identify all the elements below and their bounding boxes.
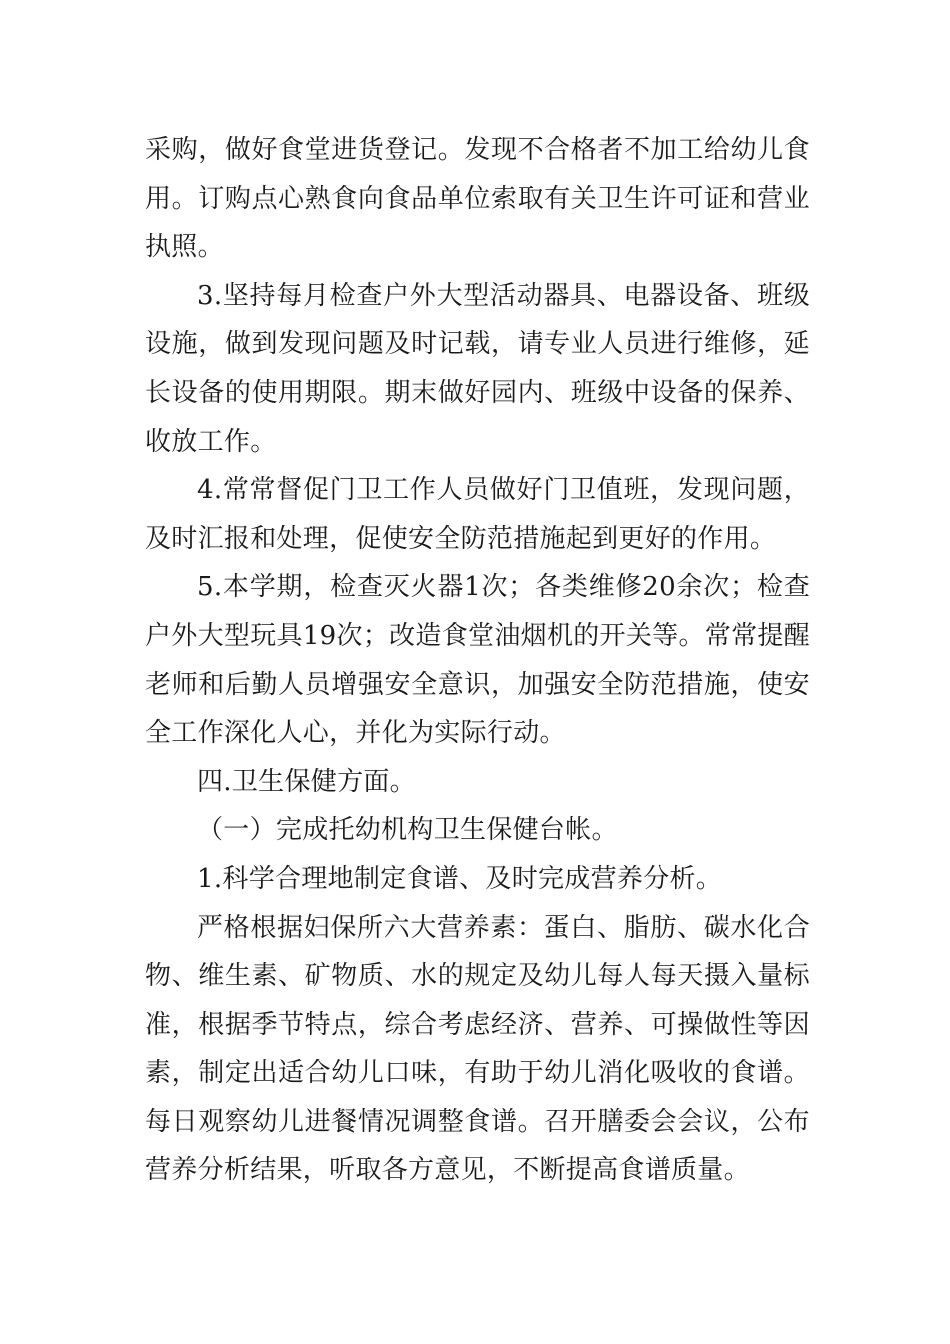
paragraph-item-4-guard-duty: 4.常常督促门卫工作人员做好门卫值班，发现问题，及时汇报和处理，促使安全防范措施起到更好的作用。	[145, 475, 810, 554]
paragraph-item-1-menu-planning: 1.科学合理地制定食谱、及时完成营养分析。	[197, 863, 723, 894]
subsection-heading-ledger: （一）完成托幼机构卫生保健台帐。	[197, 815, 618, 846]
document-body	[145, 126, 810, 1195]
paragraph-item-5-semester-summary: 5.本学期，检查灭火器1次；各类维修20余次；检查户外大型玩具19次；改造食堂油烟机的开关等。常常提醒老师和后勤人员增强安全意识，加强安全防范措施，使安全工作深化人心，并化为实际行动。	[145, 572, 810, 749]
paragraph-purchasing: 采购，做好食堂进货登记。发现不合格者不加工给幼儿食用。订购点心熟食向食品单位索取有关卫生许可证和营业执照。	[145, 135, 810, 263]
paragraph-nutrition-details: 严格根据妇保所六大营养素：蛋白、脂肪、碳水化合物、维生素、矿物质、水的规定及幼儿每人每天摄入量标准，根据季节特点，综合考虑经济、营养、可操做性等因素，制定出适合幼儿口味，有助于幼儿消化吸收的食谱。每日观察幼儿进餐情况调整食谱。召开膳委会会议，公布营养分析结果，听取各方意见，不断提高食谱质量。	[145, 912, 810, 1186]
paragraph-item-3-equipment-check: 3.坚持每月检查户外大型活动器具、电器设备、班级设施，做到发现问题及时记载，请专业人员进行维修，延长设备的使用期限。期末做好园内、班级中设备的保养、收放工作。	[145, 280, 810, 457]
section-heading-health-care: 四.卫生保健方面。	[197, 766, 416, 797]
